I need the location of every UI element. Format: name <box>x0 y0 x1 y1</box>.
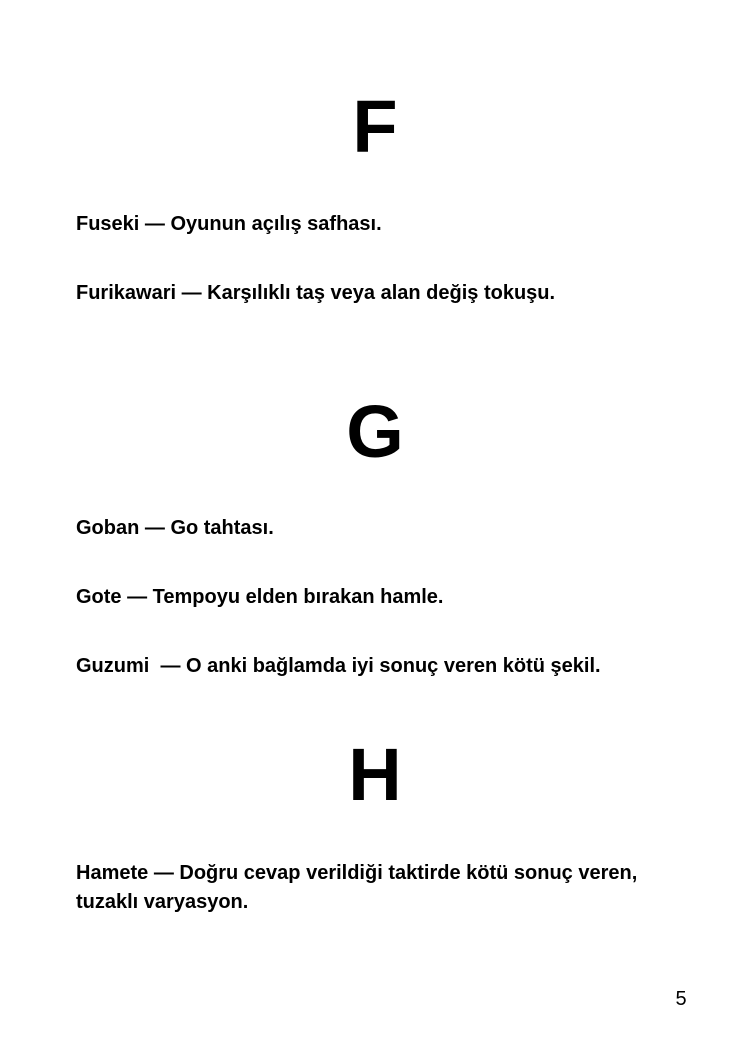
section-heading-g: G <box>346 390 404 473</box>
glossary-entry-guzumi: Guzumi — O anki bağlamda iyi sonuç veren kötü şekil. <box>76 655 601 677</box>
glossary-entry-furikawari: Furikawari — Karşılıklı taş veya alan değiş tokuşu. <box>76 282 556 304</box>
section-heading-h: H <box>348 733 402 816</box>
page-number: 5 <box>675 988 687 1010</box>
section-heading-f: F <box>352 85 398 168</box>
glossary-entry-hamete: Hamete — Doğru cevap verildiği taktirde kötü sonuç veren, tuzaklı varyasyon. <box>76 862 643 913</box>
glossary-entry-goban: Goban — Go tahtası. <box>76 517 274 539</box>
glossary-entry-gote: Gote — Tempoyu elden bırakan hamle. <box>76 586 444 608</box>
glossary-entry-fuseki: Fuseki — Oyunun açılış safhası. <box>76 213 382 235</box>
